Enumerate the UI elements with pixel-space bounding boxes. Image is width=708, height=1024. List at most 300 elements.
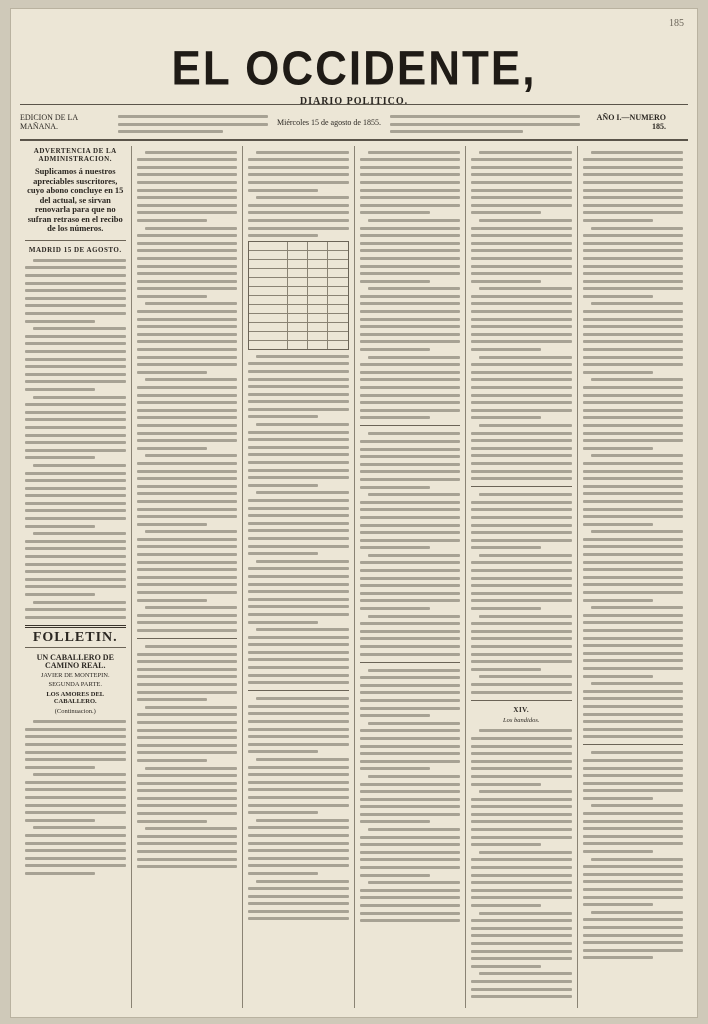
text-line	[471, 166, 572, 169]
text-line	[137, 295, 207, 298]
text-line	[360, 745, 461, 748]
text-line	[25, 593, 95, 596]
text-line	[591, 378, 684, 381]
text-line	[360, 196, 461, 199]
text-line	[137, 500, 238, 503]
text-line	[360, 455, 461, 458]
text-line	[137, 485, 238, 488]
text-line	[145, 706, 238, 709]
page-number: 185	[669, 18, 684, 29]
text-line	[137, 371, 207, 374]
text-line	[471, 242, 572, 245]
text-line	[256, 758, 349, 761]
text-line	[248, 583, 349, 586]
text-line	[471, 249, 572, 252]
article-body	[471, 151, 572, 481]
text-line	[471, 592, 572, 595]
text-line	[137, 424, 238, 427]
text-line	[248, 173, 349, 176]
text-line	[471, 158, 572, 161]
text-line	[360, 798, 461, 801]
text-line	[137, 416, 238, 419]
text-line	[583, 659, 684, 662]
text-line	[360, 463, 461, 466]
text-line	[368, 219, 461, 222]
text-line	[583, 583, 684, 586]
columns	[20, 146, 688, 1008]
text-line	[471, 546, 541, 549]
text-line	[368, 432, 461, 435]
text-line	[248, 552, 318, 555]
text-line	[471, 927, 572, 930]
text-line	[471, 462, 572, 465]
text-line	[248, 643, 349, 646]
text-line	[248, 804, 349, 807]
text-line	[248, 705, 349, 708]
text-line	[256, 196, 349, 199]
text-line	[479, 912, 572, 915]
text-line	[248, 567, 349, 570]
text-line	[248, 613, 349, 616]
text-line	[360, 645, 461, 648]
text-line	[583, 204, 684, 207]
text-line	[360, 714, 430, 717]
text-line	[248, 712, 349, 715]
text-line	[583, 492, 684, 495]
text-line	[137, 363, 238, 366]
column-6	[577, 146, 689, 1008]
text-line	[137, 812, 238, 815]
text-line	[137, 858, 238, 861]
text-line	[25, 312, 126, 315]
text-line	[137, 599, 207, 602]
text-line	[583, 545, 684, 548]
text-line	[368, 615, 461, 618]
text-line	[25, 479, 126, 482]
text-line	[137, 614, 238, 617]
subscription-blurb-left	[118, 111, 268, 134]
text-line	[583, 934, 684, 937]
text-line	[25, 494, 126, 497]
text-line	[583, 280, 684, 283]
text-line	[360, 752, 461, 755]
text-line	[583, 553, 684, 556]
text-line	[583, 340, 684, 343]
text-line	[591, 804, 684, 807]
text-line	[137, 515, 238, 518]
text-line	[248, 219, 349, 222]
text-line	[583, 371, 653, 374]
text-line	[583, 477, 684, 480]
text-line	[479, 219, 572, 222]
text-line	[471, 866, 572, 869]
text-line	[471, 181, 572, 184]
text-line	[248, 743, 349, 746]
text-line	[248, 575, 349, 578]
text-line	[368, 493, 461, 496]
text-line	[248, 834, 349, 837]
text-line	[137, 257, 238, 260]
text-line	[137, 759, 207, 762]
text-line	[25, 380, 126, 383]
text-line	[471, 737, 572, 740]
text-line	[360, 874, 430, 877]
text-line	[471, 813, 572, 816]
text-line	[583, 416, 684, 419]
text-line	[248, 476, 349, 479]
article-body	[360, 151, 461, 420]
dateline: MADRID 15 DE AGOSTO.	[28, 245, 122, 254]
text-line	[25, 517, 126, 520]
text-line	[137, 691, 238, 694]
text-line	[471, 318, 572, 321]
text-line	[248, 370, 349, 373]
text-line	[471, 668, 541, 671]
text-line	[583, 652, 684, 655]
text-line	[25, 373, 126, 376]
folletin-body	[471, 729, 572, 998]
text-line	[360, 394, 461, 397]
text-line	[583, 956, 653, 959]
text-line	[248, 378, 349, 381]
text-line	[248, 181, 349, 184]
text-line	[25, 758, 126, 761]
text-line	[137, 470, 238, 473]
text-line	[360, 524, 461, 527]
text-line	[368, 775, 461, 778]
text-line	[137, 204, 238, 207]
text-line	[256, 560, 349, 563]
text-line	[137, 265, 238, 268]
notice-heading: ADVERTENCIA DE LA ADMINISTRACION.	[33, 147, 117, 163]
text-line	[137, 653, 238, 656]
text-line	[471, 447, 572, 450]
text-line	[471, 942, 572, 945]
text-line	[256, 819, 349, 822]
text-line	[471, 836, 572, 839]
text-line	[360, 577, 461, 580]
text-line	[471, 477, 572, 480]
table-row	[249, 340, 348, 349]
text-line	[583, 470, 684, 473]
text-line	[137, 340, 238, 343]
text-line	[471, 653, 572, 656]
text-line	[360, 896, 461, 899]
text-line	[583, 272, 684, 275]
text-line	[471, 630, 572, 633]
text-line	[248, 681, 349, 684]
subscription-blurb-right	[390, 111, 580, 134]
text-line	[471, 196, 572, 199]
text-line	[248, 728, 349, 731]
text-line	[25, 411, 126, 414]
text-line	[137, 348, 238, 351]
text-line	[25, 842, 126, 845]
text-line	[471, 798, 572, 801]
text-line	[248, 598, 349, 601]
text-line	[583, 888, 684, 891]
text-line	[33, 720, 126, 723]
text-line	[360, 325, 461, 328]
newspaper-subtitle: DIARIO POLITICO.	[299, 96, 409, 107]
text-line	[25, 297, 126, 300]
text-line	[248, 781, 349, 784]
text-line	[583, 705, 684, 708]
text-line	[137, 280, 238, 283]
text-line	[471, 508, 572, 511]
text-line	[25, 804, 126, 807]
text-line	[137, 744, 238, 747]
text-line	[583, 173, 684, 176]
text-line	[360, 508, 461, 511]
text-line	[583, 949, 684, 952]
text-line	[360, 166, 461, 169]
text-line	[25, 449, 126, 452]
text-line	[471, 783, 541, 786]
text-line	[248, 864, 349, 867]
table-row	[249, 250, 348, 259]
text-line	[137, 287, 238, 290]
text-line	[137, 576, 238, 579]
text-line	[137, 211, 238, 214]
text-line	[471, 272, 572, 275]
text-line	[137, 219, 207, 222]
text-line	[360, 371, 461, 374]
text-line	[479, 790, 572, 793]
text-line	[360, 546, 430, 549]
text-line	[360, 272, 461, 275]
text-line	[33, 826, 126, 829]
text-line	[591, 227, 684, 230]
text-line	[360, 173, 461, 176]
text-line	[360, 919, 461, 922]
text-line	[137, 318, 238, 321]
text-line	[25, 563, 126, 566]
text-line	[360, 158, 461, 161]
text-line	[360, 607, 430, 610]
text-line	[471, 965, 541, 968]
text-line	[137, 409, 238, 412]
text-line	[360, 904, 461, 907]
text-line	[137, 439, 238, 442]
text-line	[248, 636, 349, 639]
text-line	[360, 767, 430, 770]
text-line	[360, 805, 461, 808]
text-line	[583, 614, 684, 617]
text-line	[248, 227, 349, 230]
column-1	[20, 146, 131, 1008]
text-line	[248, 158, 349, 161]
text-line	[471, 295, 572, 298]
text-line	[360, 234, 461, 237]
text-line	[360, 684, 461, 687]
text-line	[137, 401, 238, 404]
text-line	[471, 378, 572, 381]
text-line	[583, 287, 684, 290]
text-line	[360, 813, 461, 816]
text-line	[360, 539, 461, 542]
text-line	[137, 181, 238, 184]
text-line	[137, 729, 238, 732]
text-line	[25, 608, 126, 611]
text-line	[25, 766, 95, 769]
text-line	[479, 151, 572, 154]
text-line	[145, 302, 238, 305]
text-line	[248, 766, 349, 769]
text-line	[583, 257, 684, 260]
text-line	[360, 440, 461, 443]
text-line	[368, 828, 461, 831]
text-line	[471, 584, 572, 587]
text-line	[137, 234, 238, 237]
text-line	[248, 735, 349, 738]
text-line	[360, 265, 461, 268]
text-line	[137, 561, 238, 564]
text-line	[248, 658, 349, 661]
text-line	[256, 423, 349, 426]
text-line	[360, 318, 461, 321]
text-line	[360, 280, 430, 283]
text-line	[360, 851, 461, 854]
text-line	[360, 501, 461, 504]
text-line	[583, 697, 684, 700]
text-line	[137, 523, 207, 526]
newspaper-title: EL OCCIDENTE,	[171, 41, 537, 96]
text-line	[591, 151, 684, 154]
text-line	[248, 917, 349, 920]
folletin-body	[137, 645, 238, 868]
text-line	[256, 151, 349, 154]
table-row	[249, 304, 348, 313]
text-line	[479, 424, 572, 427]
text-line	[583, 835, 684, 838]
text-line	[471, 828, 572, 831]
text-line	[583, 432, 684, 435]
table-row	[249, 277, 348, 286]
text-line	[471, 691, 572, 694]
text-line	[583, 348, 684, 351]
text-line	[137, 583, 238, 586]
text-line	[137, 249, 238, 252]
text-line	[471, 561, 572, 564]
text-line	[33, 464, 126, 467]
folletin-part: SEGUNDA PARTE.	[48, 681, 103, 689]
text-line	[25, 342, 126, 345]
table-row	[249, 259, 348, 268]
text-line	[25, 456, 95, 459]
folletin-heading: FOLLETIN.	[32, 629, 118, 645]
text-line	[25, 350, 126, 353]
text-line	[25, 751, 126, 754]
text-line	[471, 980, 572, 983]
text-line	[360, 760, 461, 763]
text-line	[145, 227, 238, 230]
text-line	[583, 318, 684, 321]
text-line	[256, 491, 349, 494]
text-line	[471, 204, 572, 207]
text-line	[137, 553, 238, 556]
text-line	[583, 249, 684, 252]
text-line	[471, 539, 572, 542]
text-line	[583, 234, 684, 237]
text-line	[471, 394, 572, 397]
text-line	[360, 249, 461, 252]
text-line	[248, 204, 349, 207]
text-line	[583, 782, 684, 785]
text-line	[248, 902, 349, 905]
text-line	[479, 729, 572, 732]
text-line	[248, 545, 349, 548]
text-line	[471, 516, 572, 519]
text-line	[583, 759, 684, 762]
text-line	[25, 616, 126, 619]
column-3	[242, 146, 354, 1008]
text-line	[360, 386, 461, 389]
text-line	[137, 797, 238, 800]
text-line	[25, 441, 126, 444]
text-line	[360, 561, 461, 564]
text-line	[25, 743, 126, 746]
text-line	[583, 515, 684, 518]
statistics-table	[248, 241, 349, 350]
text-line	[583, 561, 684, 564]
text-line	[25, 282, 126, 285]
text-line	[471, 386, 572, 389]
text-line	[25, 289, 126, 292]
text-line	[583, 576, 684, 579]
text-line	[256, 628, 349, 631]
text-line	[583, 424, 684, 427]
text-line	[360, 470, 461, 473]
text-line	[583, 941, 684, 944]
text-line	[471, 820, 572, 823]
text-line	[368, 554, 461, 557]
text-line	[137, 713, 238, 716]
text-line	[360, 363, 461, 366]
text-line	[583, 789, 684, 792]
text-line	[360, 401, 461, 404]
text-line	[471, 265, 572, 268]
text-line	[583, 713, 684, 716]
text-line	[25, 834, 126, 837]
text-line	[137, 325, 238, 328]
text-line	[471, 524, 572, 527]
text-line	[25, 365, 126, 368]
text-line	[360, 637, 461, 640]
text-line	[248, 234, 318, 237]
text-line	[25, 525, 95, 528]
text-line	[248, 415, 318, 418]
text-line	[360, 912, 461, 915]
text-line	[25, 434, 126, 437]
issue-date: Miércoles 15 de agosto de 1855.	[277, 117, 381, 127]
text-line	[471, 501, 572, 504]
text-line	[479, 493, 572, 496]
text-line	[248, 750, 318, 753]
text-line	[137, 675, 238, 678]
text-line	[583, 599, 653, 602]
column-4	[354, 146, 466, 1008]
text-line	[137, 865, 238, 868]
text-line	[137, 782, 238, 785]
text-line	[583, 644, 684, 647]
text-line	[583, 196, 684, 199]
text-line	[360, 181, 461, 184]
folletin-body	[583, 751, 684, 959]
text-line	[471, 745, 572, 748]
text-line	[591, 858, 684, 861]
text-line	[360, 729, 461, 732]
